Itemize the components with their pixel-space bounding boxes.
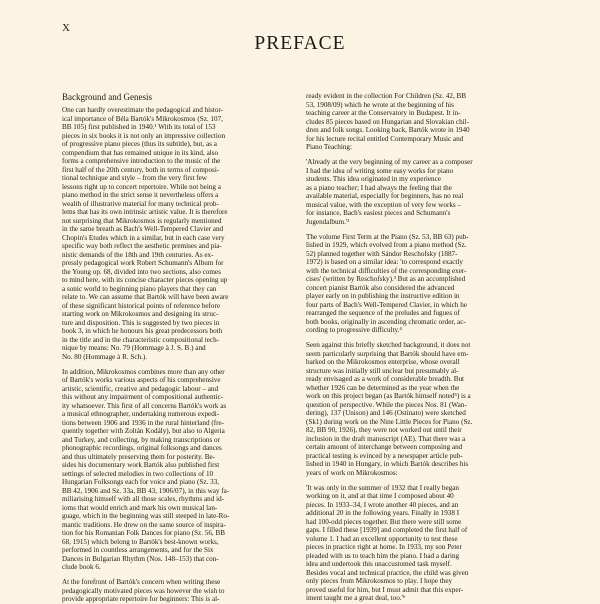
text-line: only pieces from Mikrokosmos to play. I hope they xyxy=(306,577,453,585)
text-line: Dances in Bulgarian Rhythm (Nos. 148–153) that con- xyxy=(62,554,219,563)
left-column xyxy=(62,92,296,604)
text-line: 53, 1908/09) which he wrote at the beginning of his xyxy=(306,100,454,109)
text-line: for instance, Bach's easiest pieces and Schumann's xyxy=(306,209,451,217)
text-line: and Turkey, and collecting, by making transcriptions or xyxy=(62,435,220,444)
text-line: player early on in publishing the instructive edition in xyxy=(306,292,460,300)
text-line: working on it, and at that time I composed about 40 xyxy=(306,492,454,500)
text-line: piano method in the strict sense it nevertheless offers a xyxy=(62,191,219,199)
text-line: the Young op. 68, divided into two sections, also comes xyxy=(62,267,221,276)
text-line: ical importance of Béla Bartók's Mikrokosmos (Sz. 107, xyxy=(62,114,223,123)
text-line: One can hardly overestimate the pedagogical and histor- xyxy=(62,106,224,114)
text-line: Hungarian Folksongs each for voice and piano (Sz. 33, xyxy=(62,478,220,486)
text-line: ready envisaged as a work of considerable breadth. But xyxy=(306,375,465,383)
text-line: of Bartók's works various aspects of his comprehensive xyxy=(62,376,221,384)
text-line: wealth of illustrative material for many technical prob- xyxy=(62,199,219,208)
text-line: ture and disposition. This is suggested by two pieces in xyxy=(62,318,220,327)
text-line: artistic, scientific, creative and pedagogic labour – and xyxy=(62,384,219,393)
paragraph xyxy=(306,233,540,335)
text-line: for his lecture recital entitled Contemporary Music and xyxy=(306,134,464,143)
text-line: guage, which in the beginning was still steeped in late-Ro- xyxy=(62,512,230,520)
text-line: ity whatsoever. This first of all concerns Bartók's work as xyxy=(62,401,227,410)
section-heading: Background and Genesis xyxy=(62,92,152,102)
text-line: practical testing is evinced by a newspaper article pub- xyxy=(306,451,463,460)
text-line: teaching career at the Conservatory in Budapest. It in- xyxy=(306,109,461,117)
text-line: 52) planned together with Sándor Reschofsky (1887- xyxy=(306,249,458,258)
text-line: performed in countless arrangements, and for the Six xyxy=(62,546,214,554)
text-line: No. 80 (Hommage à R. Sch.). xyxy=(62,352,148,361)
paragraph xyxy=(62,106,296,361)
paragraph xyxy=(62,368,296,572)
text-line: gaps. I filled these [1939] and completed the first half of xyxy=(306,526,468,534)
text-line: clude book 6. xyxy=(62,563,101,571)
text-line: had 100-odd pieces together. But there were still some xyxy=(306,517,462,526)
text-line: a sonic world to beginning piano players that they can xyxy=(62,284,217,293)
text-line: inclusion in the draft manuscript (AE). That there was a xyxy=(306,434,466,443)
text-line: with the technical difficulties of the corresponding exer- xyxy=(306,266,467,275)
text-line: to mind here, with its concise character pieces opening up xyxy=(62,276,228,284)
text-line: as a piano teacher; I had always the feeling that the xyxy=(306,183,452,192)
text-line: years of work on Mikrokosmos: xyxy=(306,468,398,477)
text-line: book 3, in which he honours his great predecessors both xyxy=(62,327,223,335)
text-line: cording to progressive difficulty.⁴ xyxy=(306,326,402,334)
text-line: nique by means: No. 79 (Hommage à J. S. B.) and xyxy=(62,344,206,352)
text-line: relate to. We can assume that Bartók will have been aware xyxy=(62,293,229,301)
text-line: of these significant historical points of reference before xyxy=(62,301,221,310)
text-line: ready evident in the collection For Children (Sz. 42, BB xyxy=(306,92,467,100)
text-line: settings of selected melodies in two collections of 10 xyxy=(62,469,214,478)
text-line: idea and undertook this unaccustomed task myself. xyxy=(306,560,452,568)
text-line: Piano Teaching: xyxy=(306,143,352,151)
text-line: lished in 1940 in Hungary, in which Bartók describes his xyxy=(306,460,469,468)
text-line: additional 20 in the following years. Finally in 1938 I xyxy=(306,509,460,517)
text-line: lished in 1929, which evolved from a piano method (Sz. xyxy=(306,241,467,249)
text-line: barked on the Mikrokosmos enterprise, whose overall xyxy=(306,358,460,366)
text-line: available material, especially for beginners, has no real xyxy=(306,192,464,200)
text-line: cises' (written by Reschofsky).³ But as an accomplished xyxy=(306,275,466,283)
text-line: dren and folk songs. Looking back, Bartók wrote in 1940 xyxy=(306,126,470,134)
text-line: tion for his Romanian Folk Dances for piano (Sz. 56, BB xyxy=(62,529,226,537)
text-line: in the title and in the characteristic compositional tech- xyxy=(62,335,220,344)
text-line: question of perspective. While the pieces Nos. 81 (Wan- xyxy=(306,400,467,409)
text-line: pieces in six books it is not only an impressive collection xyxy=(62,131,226,140)
text-line: students. This idea originated in my experience xyxy=(306,175,441,183)
text-line: In addition, Mikrokosmos combines more than any other xyxy=(62,367,225,376)
text-line: 68, 1915) which belong to Bartók's best-known works, xyxy=(62,537,219,546)
text-line: 82, BB 90, 1926), they were not worked out until their xyxy=(306,426,462,434)
text-line: not surprising that Mikrokosmos is regularly mentioned xyxy=(62,216,222,225)
text-line: The volume First Term at the Piano (Sz. 53, BB 63) pub- xyxy=(306,232,469,241)
text-line: nistic demands of the 18th and 19th centuries. As ex- xyxy=(62,250,214,259)
text-line: in the same breath as Bach's Well-Tempered Clavier and xyxy=(62,225,224,233)
text-line: iment taught me a great deal, too.'⁶ xyxy=(306,594,406,602)
text-line: structure was initially still unclear but presumably al- xyxy=(306,366,459,375)
text-line: (Sk1) during work on the Nine Little Pieces for Piano (Sz. xyxy=(306,417,473,426)
text-line: sides his documentary work Bartók also published first xyxy=(62,461,220,469)
text-line: miliarising himself with all those scales, rhythms and id- xyxy=(62,495,225,503)
text-line: mantic traditions. He drew on the same source of inspira- xyxy=(62,520,226,529)
text-line: whether 1926 can be determined as the year when the xyxy=(306,383,460,392)
text-line: volume 1. I had an excellent opportunity to test these xyxy=(306,534,458,543)
text-line: pedagogically motivated pieces was however the wish to xyxy=(62,586,225,595)
text-line: cludes 85 pieces based on Hungarian and Slovakian chil- xyxy=(306,117,469,126)
text-line: first half of the 20th century, both in terms of composi- xyxy=(62,165,220,174)
text-line: lems that has its own intrinsic artistic value. It is therefore xyxy=(62,208,228,216)
text-line: lessons right up to concert repertoire. While not being a xyxy=(62,182,221,191)
text-line: pressly pedagogical work Robert Schumann's Album for xyxy=(62,259,224,267)
text-line: BB 42, 1906 and Sz. 33a, BB 43, 1906/07), in this way fa- xyxy=(62,486,230,495)
text-line: four parts of Bach's Well-Tempered Clavier, in which he xyxy=(306,300,468,309)
text-line: At the forefront of Bartók's concern when writing these xyxy=(62,578,221,586)
text-line: provide appropriate repertoire for beginners: This is al- xyxy=(62,595,220,603)
text-line: pleaded with us to teach him the piano. I had a daring xyxy=(306,551,460,560)
text-line: starting work on Mikrokosmos and designing its struc- xyxy=(62,310,219,318)
right-column xyxy=(306,92,540,603)
text-line: certain amount of interchange between composing and xyxy=(306,443,463,451)
text-line: Besides vocal and technical practice, the child was given xyxy=(306,568,469,577)
text-line: 'It was only in the summer of 1932 that I really began xyxy=(306,483,459,492)
text-line: tional technique and style – from the very first few xyxy=(62,174,207,182)
text-line: seem particularly surprising that Bartók should have em- xyxy=(306,349,469,358)
text-line: Chopin's Etudes which in a similar, but in each case very xyxy=(62,233,225,242)
paragraph xyxy=(306,484,540,603)
paragraph xyxy=(306,92,540,152)
text-line: musical value, with the exception of very few works – xyxy=(306,200,462,209)
text-line: Seen against this briefly sketched background, it does not xyxy=(306,341,471,349)
text-line: Jugendalbum.'² xyxy=(306,217,350,226)
text-line: and thus ultimately preserving them for posterity. Be- xyxy=(62,452,216,461)
text-line: forms a comprehensive introduction to the music of the xyxy=(62,157,221,165)
text-line: concert pianist Bartók also considered the advanced xyxy=(306,283,455,292)
text-line: compendium that has remained unique in its kind, also xyxy=(62,148,219,157)
paragraph xyxy=(306,158,540,226)
text-line: specific way both reflect the aesthetic premises and pia- xyxy=(62,242,222,250)
page-number: X xyxy=(62,22,71,34)
text-line: work on this project began (as Bartók himself noted⁵) is a xyxy=(306,392,471,400)
text-line: tions between 1906 and 1936 in the rural hinterland (fre- xyxy=(62,418,225,427)
text-line: I had the idea of writing some easy works for piano xyxy=(306,166,454,175)
text-line: quently together with Zoltán Kodály), but also to Algeria xyxy=(62,427,225,435)
text-line: dering), 137 (Unison) and 146 (Ostinato) were sketched xyxy=(306,409,466,417)
page-title: PREFACE xyxy=(254,33,346,54)
text-line: of progressive piano pieces (thus its subtitle), but, as a xyxy=(62,140,217,148)
paragraph xyxy=(306,341,540,477)
text-line: pieces. In 1933–34, I wrote another 40 pieces, and an xyxy=(306,500,459,509)
text-line: BB 105) first published in 1940.¹ With its total of 153 xyxy=(62,123,216,131)
text-line: a musical ethnographer, undertaking numerous expedi- xyxy=(62,410,220,418)
text-line: 1972) is based on a similar idea: 'to correspond exactly xyxy=(306,258,463,266)
text-line: both books, originally in ascending chromatic order, ac- xyxy=(306,317,466,326)
text-line: pieces in practice right at home. In 1933, my son Peter xyxy=(306,543,462,551)
text-line: ioms that would enrich and mark his own musical lan- xyxy=(62,503,218,512)
text-line: proved useful for him, but I must admit that this exper- xyxy=(306,585,464,594)
text-line: 'Already at the very beginning of my career as a composer xyxy=(306,158,473,166)
text-line: this without any impairment of compositional authentic- xyxy=(62,393,224,401)
text-line: rearranged the sequence of the preludes and fugues of xyxy=(306,309,460,317)
text-line: phonographic recordings, original folksongs and dances xyxy=(62,444,222,452)
